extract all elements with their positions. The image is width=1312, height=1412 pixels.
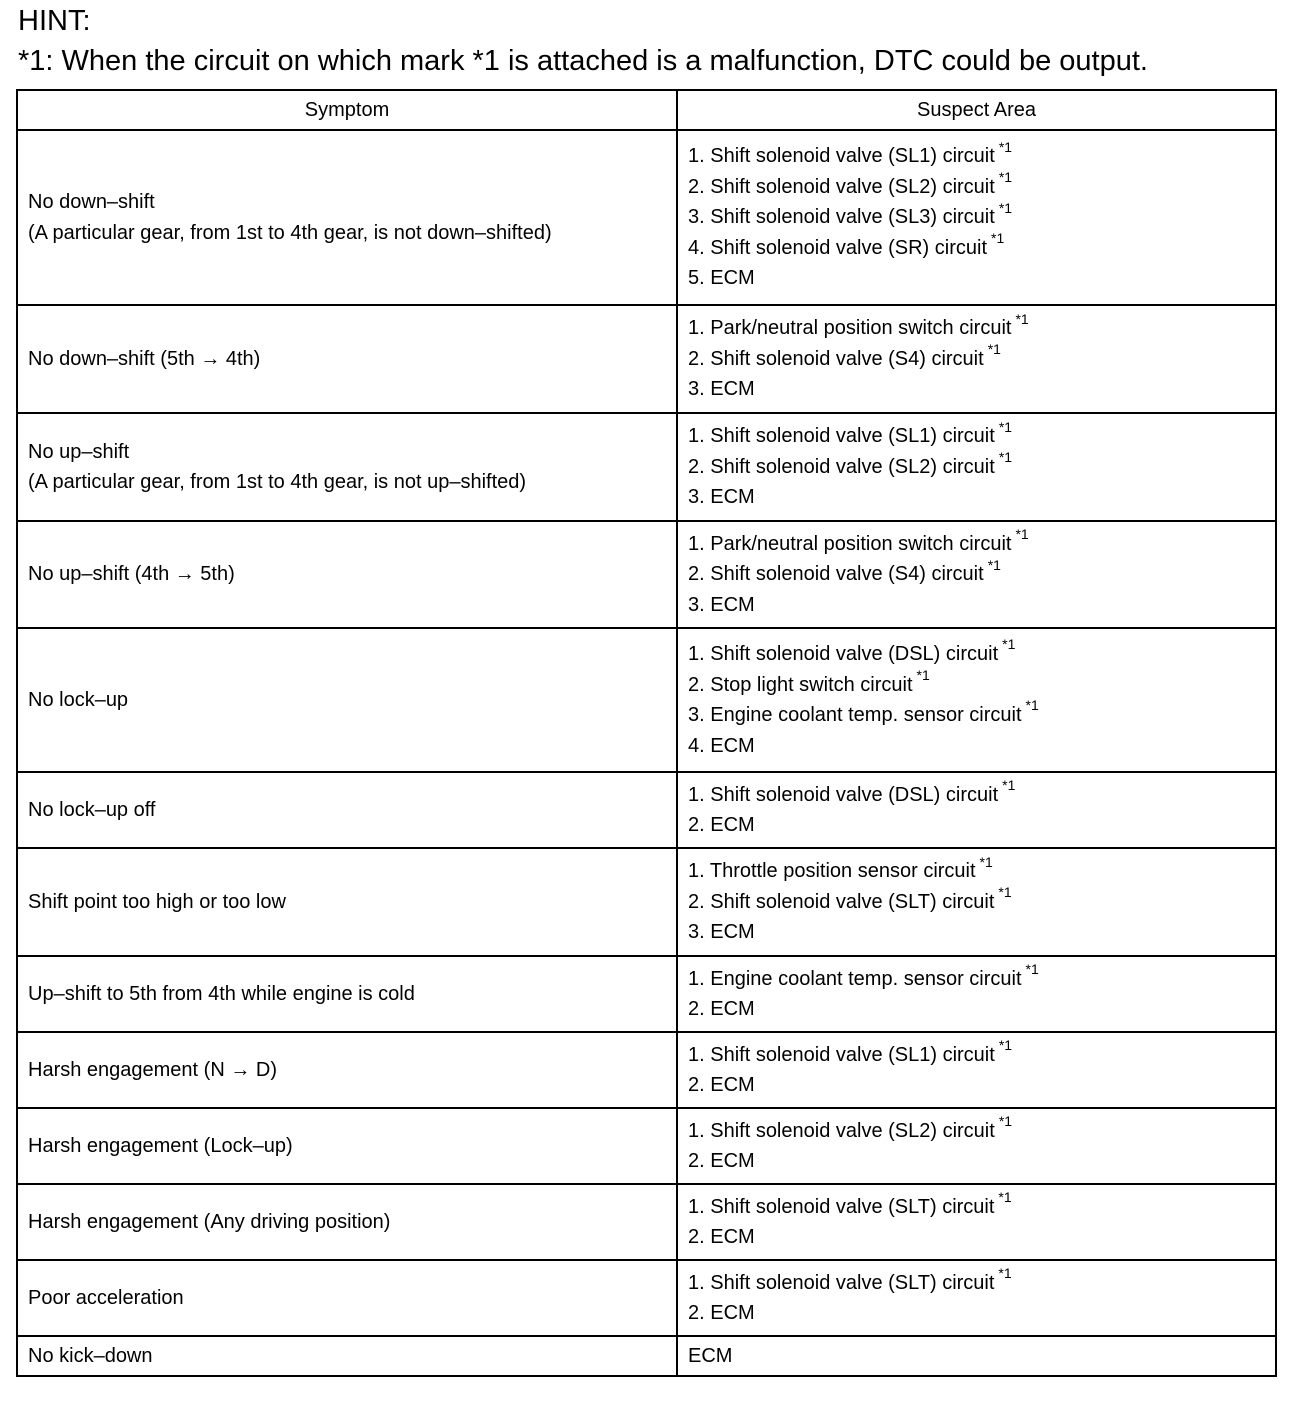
- symptom-text: Harsh engagement (Any driving position): [28, 1210, 391, 1233]
- dtc-mark: *1: [979, 853, 993, 870]
- dtc-mark: *1: [1025, 960, 1039, 977]
- suspect-text: 3. Engine coolant temp. sensor circuit: [688, 704, 1022, 726]
- suspect-item: [688, 853, 1265, 887]
- suspect-text: 1. Engine coolant temp. sensor circuit: [688, 967, 1022, 990]
- suspect-text: 2. Shift solenoid valve (SL2) circuit: [688, 455, 995, 478]
- dtc-mark: *1: [987, 556, 1001, 573]
- suspect-text: 2. ECM: [688, 1150, 755, 1172]
- suspect-item: [688, 1264, 1265, 1299]
- suspect-item: [688, 1341, 1265, 1372]
- suspect-text: 2. Shift solenoid valve (SL2) circuit: [688, 175, 995, 198]
- suspect-item: [688, 960, 1265, 995]
- dtc-mark: *1: [998, 1188, 1012, 1205]
- suspect-text: 5. ECM: [688, 267, 755, 290]
- symptom-text: No down–shift (5th → 4th): [28, 347, 261, 370]
- suspect-item: [688, 1112, 1265, 1147]
- table-row: [17, 413, 1276, 521]
- suspect-item: [688, 590, 1265, 621]
- suspect-item: [688, 776, 1265, 811]
- suspect-text: 2. Shift solenoid valve (S4) circuit: [688, 563, 984, 586]
- suspect-item: [688, 374, 1265, 405]
- suspect-item: [688, 1070, 1265, 1101]
- suspect-text: 4. ECM: [688, 734, 755, 757]
- suspect-item: [688, 1222, 1265, 1253]
- symptom-table-container: [16, 89, 1275, 1377]
- suspect-item: [688, 526, 1265, 560]
- table-row: [17, 305, 1276, 413]
- suspect-text: 3. Shift solenoid valve (SL3) circuit: [688, 206, 995, 229]
- suspect-item: [688, 199, 1265, 233]
- dtc-mark: *1: [998, 1264, 1012, 1281]
- suspect-item: [688, 169, 1265, 203]
- table-row: [17, 1184, 1276, 1260]
- symptom-text: (A particular gear, from 1st to 4th gear, is not up–shifted): [28, 471, 527, 493]
- suspect-item: [688, 917, 1265, 948]
- symptom-text: Harsh engagement (N → D): [28, 1058, 277, 1081]
- suspect-area-cell: [677, 848, 1276, 956]
- suspect-text: 1. Throttle position sensor circuit: [688, 860, 976, 883]
- suspect-item: [688, 884, 1265, 918]
- suspect-text: 2. ECM: [688, 998, 755, 1020]
- suspect-item: [688, 1036, 1265, 1071]
- dtc-mark: *1: [1002, 776, 1016, 793]
- suspect-area-cell: [677, 956, 1276, 1032]
- dtc-mark: *1: [998, 199, 1013, 216]
- suspect-item: [688, 341, 1265, 375]
- suspect-item: [688, 449, 1265, 483]
- suspect-item: [688, 263, 1265, 294]
- table-row: [17, 772, 1276, 848]
- suspect-area-cell: [677, 1108, 1276, 1184]
- dtc-mark: *1: [998, 169, 1013, 186]
- suspect-area-cell: [677, 130, 1276, 305]
- suspect-item: [688, 310, 1265, 344]
- suspect-text: 1. Shift solenoid valve (SL1) circuit: [688, 425, 995, 448]
- dtc-mark: *1: [998, 449, 1013, 466]
- suspect-text: 4. Shift solenoid valve (SR) circuit: [688, 236, 988, 259]
- symptom-cell: [17, 956, 677, 1032]
- suspect-text: 3. ECM: [688, 921, 755, 944]
- symptom-text: Poor acceleration: [28, 1286, 184, 1309]
- symptom-cell: [17, 848, 677, 956]
- dtc-mark: *1: [1015, 310, 1029, 327]
- suspect-text: 2. Stop light switch circuit: [688, 673, 913, 696]
- dtc-mark: *1: [987, 341, 1001, 358]
- symptom-cell: [17, 1260, 677, 1336]
- header-suspect-area: Suspect Area: [677, 90, 1276, 130]
- suspect-item: [688, 138, 1265, 172]
- suspect-item: [688, 636, 1265, 670]
- symptom-cell: [17, 521, 677, 628]
- table-row: [17, 1108, 1276, 1184]
- suspect-text: 2. Shift solenoid valve (SLT) circuit: [688, 890, 995, 913]
- table-row: [17, 628, 1276, 772]
- suspect-item: [688, 1298, 1265, 1329]
- table-row: [17, 1336, 1276, 1376]
- dtc-mark: *1: [998, 884, 1012, 901]
- symptom-cell: [17, 1336, 677, 1376]
- symptom-text: No up–shift: [28, 440, 130, 463]
- suspect-area-cell: [677, 772, 1276, 848]
- symptom-cell: [17, 772, 677, 848]
- suspect-item: [688, 731, 1265, 762]
- symptom-cell: [17, 628, 677, 772]
- suspect-text: 1. Shift solenoid valve (SL1) circuit: [688, 145, 995, 168]
- suspect-text: 1. Park/neutral position switch circuit: [688, 532, 1012, 555]
- dtc-mark: *1: [998, 138, 1013, 155]
- symptom-table: [16, 89, 1277, 1377]
- suspect-item: [688, 482, 1265, 513]
- table-row: [17, 848, 1276, 956]
- suspect-text: 1. Shift solenoid valve (SL2) circuit: [688, 1119, 995, 1142]
- suspect-item: [688, 1188, 1265, 1223]
- symptom-text: Harsh engagement (Lock–up): [28, 1134, 293, 1157]
- suspect-text: 2. Shift solenoid valve (S4) circuit: [688, 347, 984, 370]
- suspect-text: 2. ECM: [688, 1226, 755, 1248]
- suspect-text: 1. Park/neutral position switch circuit: [688, 317, 1012, 340]
- dtc-mark: *1: [1025, 697, 1039, 714]
- symptom-text: No down–shift: [28, 191, 155, 213]
- suspect-area-cell: [677, 413, 1276, 521]
- symptom-text: (A particular gear, from 1st to 4th gear, is not down–shifted): [28, 221, 552, 244]
- symptom-text: No lock–up: [28, 688, 129, 711]
- dtc-mark: *1: [998, 418, 1013, 435]
- table-row: [17, 1032, 1276, 1108]
- symptom-cell: [17, 130, 677, 305]
- symptom-cell: [17, 1032, 677, 1108]
- symptom-text: No up–shift (4th → 5th): [28, 563, 235, 586]
- suspect-text: 3. ECM: [688, 486, 755, 509]
- suspect-item: [688, 418, 1265, 452]
- suspect-text: 3. ECM: [688, 593, 755, 616]
- symptom-cell: [17, 1184, 677, 1260]
- table-row: [17, 130, 1276, 305]
- table-row: [17, 1260, 1276, 1336]
- suspect-text: 2. ECM: [688, 814, 755, 836]
- dtc-mark: *1: [1002, 636, 1016, 653]
- suspect-text: 1. Shift solenoid valve (DSL) circuit: [688, 783, 999, 806]
- hint-note: *1: When the circuit on which mark *1 is attached is a malfunction, DTC could be output.: [18, 45, 1148, 77]
- suspect-item: [688, 697, 1265, 731]
- suspect-text: 2. ECM: [688, 1074, 755, 1096]
- table-header-row: [17, 90, 1276, 130]
- suspect-area-cell: [677, 1184, 1276, 1260]
- suspect-text: ECM: [688, 1344, 733, 1367]
- suspect-area-cell: [677, 1260, 1276, 1336]
- dtc-mark: *1: [916, 666, 930, 683]
- symptom-cell: [17, 413, 677, 521]
- hint-block: [18, 2, 1298, 82]
- symptom-cell: [17, 1108, 677, 1184]
- symptom-text: Shift point too high or too low: [28, 890, 286, 913]
- hint-title: HINT:: [18, 5, 91, 37]
- dtc-mark: *1: [998, 1112, 1013, 1129]
- symptom-text: No lock–up off: [28, 798, 156, 821]
- symptom-text: Up–shift to 5th from 4th while engine is cold: [28, 982, 415, 1005]
- symptom-text: No kick–down: [28, 1344, 153, 1367]
- suspect-text: 2. ECM: [688, 1302, 755, 1324]
- suspect-area-cell: [677, 1336, 1276, 1376]
- suspect-area-cell: [677, 628, 1276, 772]
- suspect-item: [688, 230, 1265, 264]
- suspect-text: 1. Shift solenoid valve (DSL) circuit: [688, 643, 999, 665]
- table-row: [17, 521, 1276, 628]
- symptom-cell: [17, 305, 677, 413]
- suspect-item: [688, 666, 1265, 701]
- suspect-item: [688, 556, 1265, 590]
- suspect-item: [688, 1146, 1265, 1177]
- suspect-item: [688, 810, 1265, 841]
- suspect-area-cell: [677, 305, 1276, 413]
- suspect-text: 3. ECM: [688, 378, 755, 401]
- suspect-text: 1. Shift solenoid valve (SLT) circuit: [688, 1195, 995, 1218]
- header-symptom: Symptom: [17, 90, 677, 130]
- suspect-item: [688, 994, 1265, 1025]
- dtc-mark: *1: [1015, 526, 1029, 543]
- dtc-mark: *1: [998, 1036, 1013, 1053]
- dtc-mark: *1: [991, 230, 1005, 247]
- suspect-text: 1. Shift solenoid valve (SLT) circuit: [688, 1271, 995, 1294]
- suspect-area-cell: [677, 521, 1276, 628]
- suspect-text: 1. Shift solenoid valve (SL1) circuit: [688, 1043, 995, 1066]
- table-row: [17, 956, 1276, 1032]
- suspect-area-cell: [677, 1032, 1276, 1108]
